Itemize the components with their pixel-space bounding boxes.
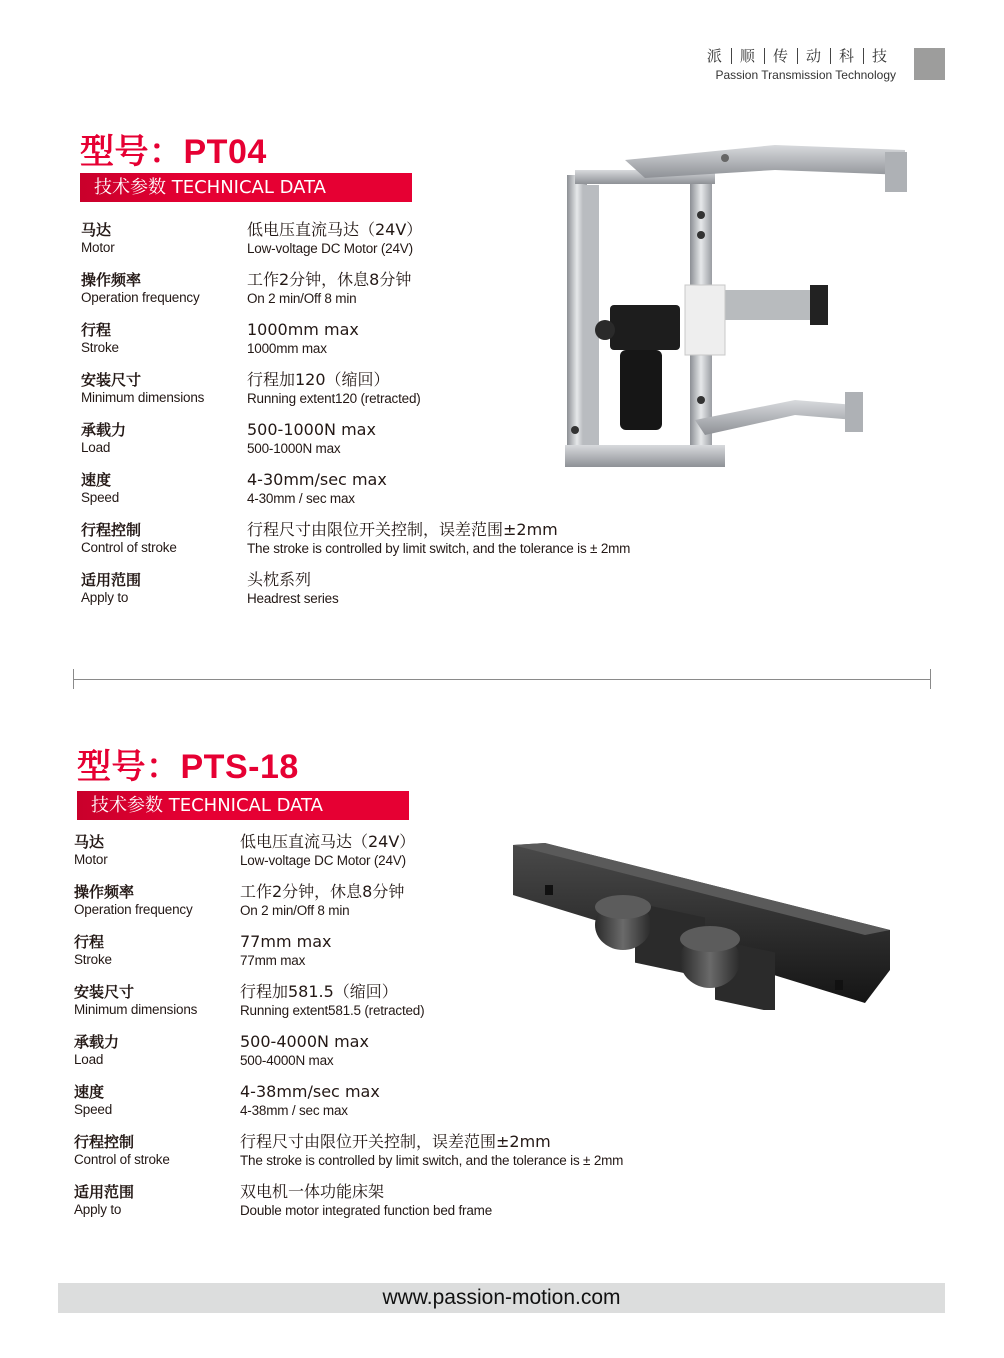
spec-value: 500-1000N max (247, 420, 376, 439)
spec-value-en: Double motor integrated function bed frame (240, 1203, 493, 1218)
spec-label-cn: 行程控制 (74, 1133, 135, 1151)
spec-label-en: Apply to (74, 1202, 122, 1217)
spec-label-cn: 马达 (74, 833, 105, 851)
website-url[interactable]: www.passion-motion.com (382, 1286, 621, 1309)
section-divider (73, 679, 931, 680)
spec-value: 500-4000N max (240, 1032, 369, 1051)
spec-value-en: Running extent581.5 (retracted) (240, 1003, 425, 1018)
spec-label-en: Motor (74, 852, 108, 867)
spec-value: 1000mm max (247, 320, 359, 339)
spec-label-en: Speed (81, 490, 120, 505)
brand-name-cn: 派 顺 传 动 科 技 (699, 48, 896, 64)
pts18-actuator-image (505, 835, 900, 1010)
spec-label-cn: 承载力 (81, 421, 127, 439)
spec-label-en: Minimum dimensions (81, 390, 205, 405)
spec-value: 行程尺寸由限位开关控制，误差范围±2mm (240, 1132, 551, 1151)
spec-value: 工作2分钟，休息8分钟 (240, 882, 405, 901)
spec-label-cn: 行程控制 (81, 521, 142, 539)
model-title-pts18: 型号：PTS-18 (77, 747, 299, 787)
spec-value: 行程加120（缩回） (247, 370, 390, 389)
spec-label-en: Load (81, 440, 111, 455)
spec-value-en: 4-38mm / sec max (240, 1103, 348, 1118)
spec-label-cn: 行程 (81, 321, 112, 339)
spec-label-cn: 速度 (74, 1083, 105, 1101)
spec-value-en: 4-30mm / sec max (247, 491, 355, 506)
spec-label-cn: 承载力 (74, 1033, 120, 1051)
spec-label-cn: 适用范围 (74, 1183, 135, 1201)
spec-value: 低电压直流马达（24V） (240, 832, 416, 851)
spec-value-en: 500-4000N max (240, 1053, 334, 1068)
spec-label-cn: 行程 (74, 933, 105, 951)
spec-row (74, 1083, 694, 1133)
spec-row (81, 571, 701, 621)
spec-label-cn: 操作频率 (81, 271, 142, 289)
spec-value-en: Running extent120 (retracted) (247, 391, 421, 406)
brand-header (699, 48, 896, 82)
spec-value-en: Headrest series (247, 591, 339, 606)
spec-label-en: Operation frequency (74, 902, 193, 917)
spec-row (74, 1033, 694, 1083)
spec-label-cn: 适用范围 (81, 571, 142, 589)
spec-label-en: Control of stroke (74, 1152, 170, 1167)
spec-label-cn: 操作频率 (74, 883, 135, 901)
spec-label-cn: 马达 (81, 221, 112, 239)
spec-label-cn: 安装尺寸 (81, 371, 142, 389)
spec-label-en: Stroke (74, 952, 112, 967)
spec-value-en: Low-voltage DC Motor (24V) (247, 241, 413, 256)
spec-value: 工作2分钟，休息8分钟 (247, 270, 412, 289)
spec-value: 低电压直流马达（24V） (247, 220, 423, 239)
spec-row (74, 1133, 694, 1183)
spec-label-en: Load (74, 1052, 104, 1067)
spec-value: 77mm max (240, 932, 332, 951)
spec-label-en: Motor (81, 240, 115, 255)
spec-value-en: 1000mm max (247, 341, 327, 356)
spec-label-en: Apply to (81, 590, 129, 605)
spec-value: 4-30mm/sec max (247, 470, 387, 489)
brand-name-en: Passion Transmission Technology (715, 68, 896, 82)
spec-value-en: The stroke is controlled by limit switch, and the tolerance is ± 2mm (247, 541, 631, 556)
spec-row (74, 1183, 694, 1233)
spec-value-en: On 2 min/Off 8 min (247, 291, 357, 306)
spec-value: 头枕系列 (247, 570, 312, 589)
footer-bar (58, 1283, 945, 1313)
spec-value-en: 77mm max (240, 953, 306, 968)
spec-label-cn: 安装尺寸 (74, 983, 135, 1001)
spec-label-en: Control of stroke (81, 540, 177, 555)
spec-value: 行程加581.5（缩回） (240, 982, 398, 1001)
spec-label-en: Operation frequency (81, 290, 200, 305)
spec-value: 4-38mm/sec max (240, 1082, 380, 1101)
spec-row (81, 521, 701, 571)
spec-value-en: 500-1000N max (247, 441, 341, 456)
spec-value: 行程尺寸由限位开关控制，误差范围±2mm (247, 520, 558, 539)
pt04-actuator-image (555, 130, 920, 475)
divider-tick-right (930, 669, 931, 689)
spec-row (81, 471, 701, 521)
spec-value: 双电机一体功能床架 (240, 1182, 385, 1201)
tech-data-bar: 技术参数 TECHNICAL DATA (77, 791, 409, 820)
spec-label-cn: 速度 (81, 471, 112, 489)
model-title-pt04: 型号：PT04 (80, 132, 267, 172)
spec-value-en: The stroke is controlled by limit switch, and the tolerance is ± 2mm (240, 1153, 624, 1168)
spec-label-en: Speed (74, 1102, 113, 1117)
spec-label-en: Stroke (81, 340, 119, 355)
spec-value-en: On 2 min/Off 8 min (240, 903, 350, 918)
spec-label-en: Minimum dimensions (74, 1002, 198, 1017)
corner-tab-block (914, 48, 945, 80)
spec-value-en: Low-voltage DC Motor (24V) (240, 853, 406, 868)
tech-data-bar: 技术参数 TECHNICAL DATA (80, 173, 412, 202)
